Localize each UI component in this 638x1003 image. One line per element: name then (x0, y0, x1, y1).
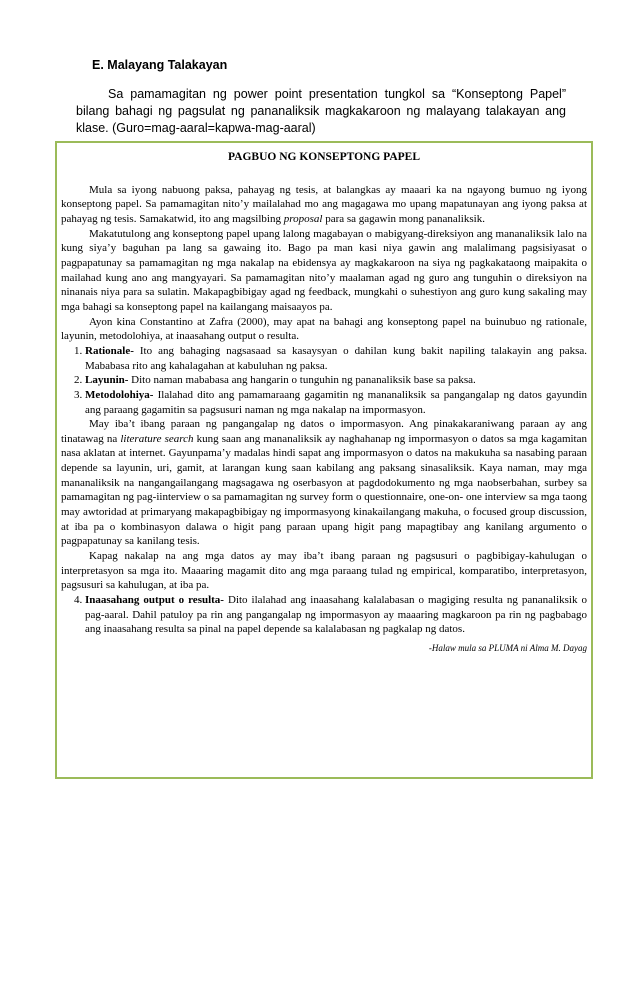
source-credit: -Halaw mula sa PLUMA ni Alma M. Dayag (428, 643, 587, 653)
paragraph-intro-text: Mula sa iyong nabuong paksa, pahayag ng tesis, at balangkas ay maaari ka na ngayong bumuo ng iyong konseptong papel. Sa pamamagitan nito’y mailalahad mo ang magagawa mo upang mapatunayan ang iyong paksa at pahayag ng tesis. Samakatwid, ito ang magsilbing (61, 183, 587, 225)
paragraph-parts: Ayon kina Constantino at Zafra (2000), may apat na bahagi ang konseptong papel na buinubuo ng rationale, layunin, metodolohiya, at inaasahang output o resulta. (61, 315, 587, 343)
paragraph-intro-end: para sa gagawin mong pananaliksik. (322, 212, 485, 225)
proposal-term: proposal (283, 212, 323, 225)
parts-list-continued (61, 593, 587, 637)
literature-search-term: literature search (120, 432, 194, 445)
term-metodolohiya: Metodolohiya- (85, 388, 154, 401)
paragraph-methods-end: kung saan ang mananaliksik ay naghahanap ng impormasyon o datos sa mga kagamitan nasa aklatan at internet. Gayunpama’y madalas hindi sapat ang impormasyon o datos na makukuha sa nasabing paraan depende sa layunin, uri, gamit, at larangan kung saan kabilang ang paksang sinasaliksik. Kaya naman, may mga mananaliksik na nangangailangang magsagawa ng oserbasyon at pagdodokumento ng mga naobserbahan, surbey sa pamamagitan ng pag-iinterview o sa pamamagitan ng survey form o questionnaire, one-on- one interview sa mga taong may awtoridad at primaryang makapagbibigay ng impormasyong kinakailangang makuha, o focused group discussion, at iba pa o kombinasyon dalawa o higit pang paraan upang higit pang mapagtibay ang kanilang argumento o pagpapatunay sa kanilang tesis. (61, 432, 587, 548)
list-item-metodolohiya (85, 388, 587, 417)
paragraph-methods (61, 417, 587, 549)
paragraph-intro (61, 183, 587, 227)
term-layunin: Layunin- (85, 374, 129, 387)
text-metodolohiya: Ilalahad dito ang pamamaraang gagamitin ng mananaliksik sa pangangalap ng datos gayundin ang paraang gagamitin sa pagsusuri naman ng mga nakalap na impormasyon. (85, 388, 587, 416)
term-rationale: Rationale- (85, 344, 134, 357)
text-output: Dito ilalahad ang inaasahang kalalabasan o magiging resulta ng pananaliksik o pag-aaral. Dahil patuloy pa rin ang pangangalap ng impormasyon ay maaaring magkaroon pa rin ng pagbabago ang inaasahang resulta sa pinal na papel depende sa kalalabasan ng pagkalap ng datos. (85, 594, 587, 636)
paragraph-purpose: Makatutulong ang konseptong papel upang lalong magabayan o mabigyang-direksiyon ang mananaliksik lalo na kung siya’y baguhan pa lang sa gawaing ito. Bago pa man kasi niya gawin ang malalimang pagsisiyasat o pagpapatunay sa pamamagitan ng mga nakalap na ebidensya ay magkakaroon na siya ng pagkakataong maipakita o mailahad kung ano ang mangyayari. Sa pamamagitan nito’y maalaman agad ng guro ang tunguhin o direksiyon na ninanais niya para sa sulatin. Makapagbibigay agad ng feedback, mungkahi o suhestiyon ang guro kung sakaling may mga bahagi sa konseptong papel na kailangang maisaayos pa. (61, 227, 587, 313)
text-rationale: Ito ang bahaging nagsasaad sa kasaysyan o dahilan kung bakit napiling talakayin ang paksa. Mababasa rito ang kahalagahan at kabuluhan ng paksa. (85, 344, 587, 372)
content-box (61, 150, 587, 656)
list-item-rationale (85, 344, 587, 373)
term-output: Inaasahang output o resulta- (85, 594, 224, 607)
paragraph-methods-text: May iba’t ibang paraan ng pangangalap ng datos o impormasyon. Ang pinakakaraniwang paraan ay ang tinatawag na (61, 418, 587, 445)
section-title: E. Malayang Talakayan (92, 58, 228, 72)
list-item-layunin (85, 373, 587, 388)
instructions-paragraph: Sa pamamagitan ng power point presentation tungkol sa “Konseptong Papel” bilang bahagi ng pagsulat ng pananaliksik magkakaroon ng malayang talakayan ang klase. (Guro=mag-aaral=kapwa-mag-aaral) (76, 87, 566, 135)
list-item-output (85, 593, 587, 637)
paragraph-analysis: Kapag nakalap na ang mga datos ay may iba’t ibang paraan ng pagsusuri o pagbibigay-kahulugan o interpretasyon sa mga ito. Maaaring magamit dito ang mga paraang tulad ng empirical, komparatibo, interpretasyon, pagsusuri sa kahulugan, at iba pa. (61, 550, 587, 592)
box-title: PAGBUO NG KONSEPTONG PAPEL (227, 151, 420, 163)
parts-list (61, 344, 587, 417)
text-layunin: Dito naman mababasa ang hangarin o tunguhin ng pananaliksik base sa paksa. (128, 374, 476, 387)
